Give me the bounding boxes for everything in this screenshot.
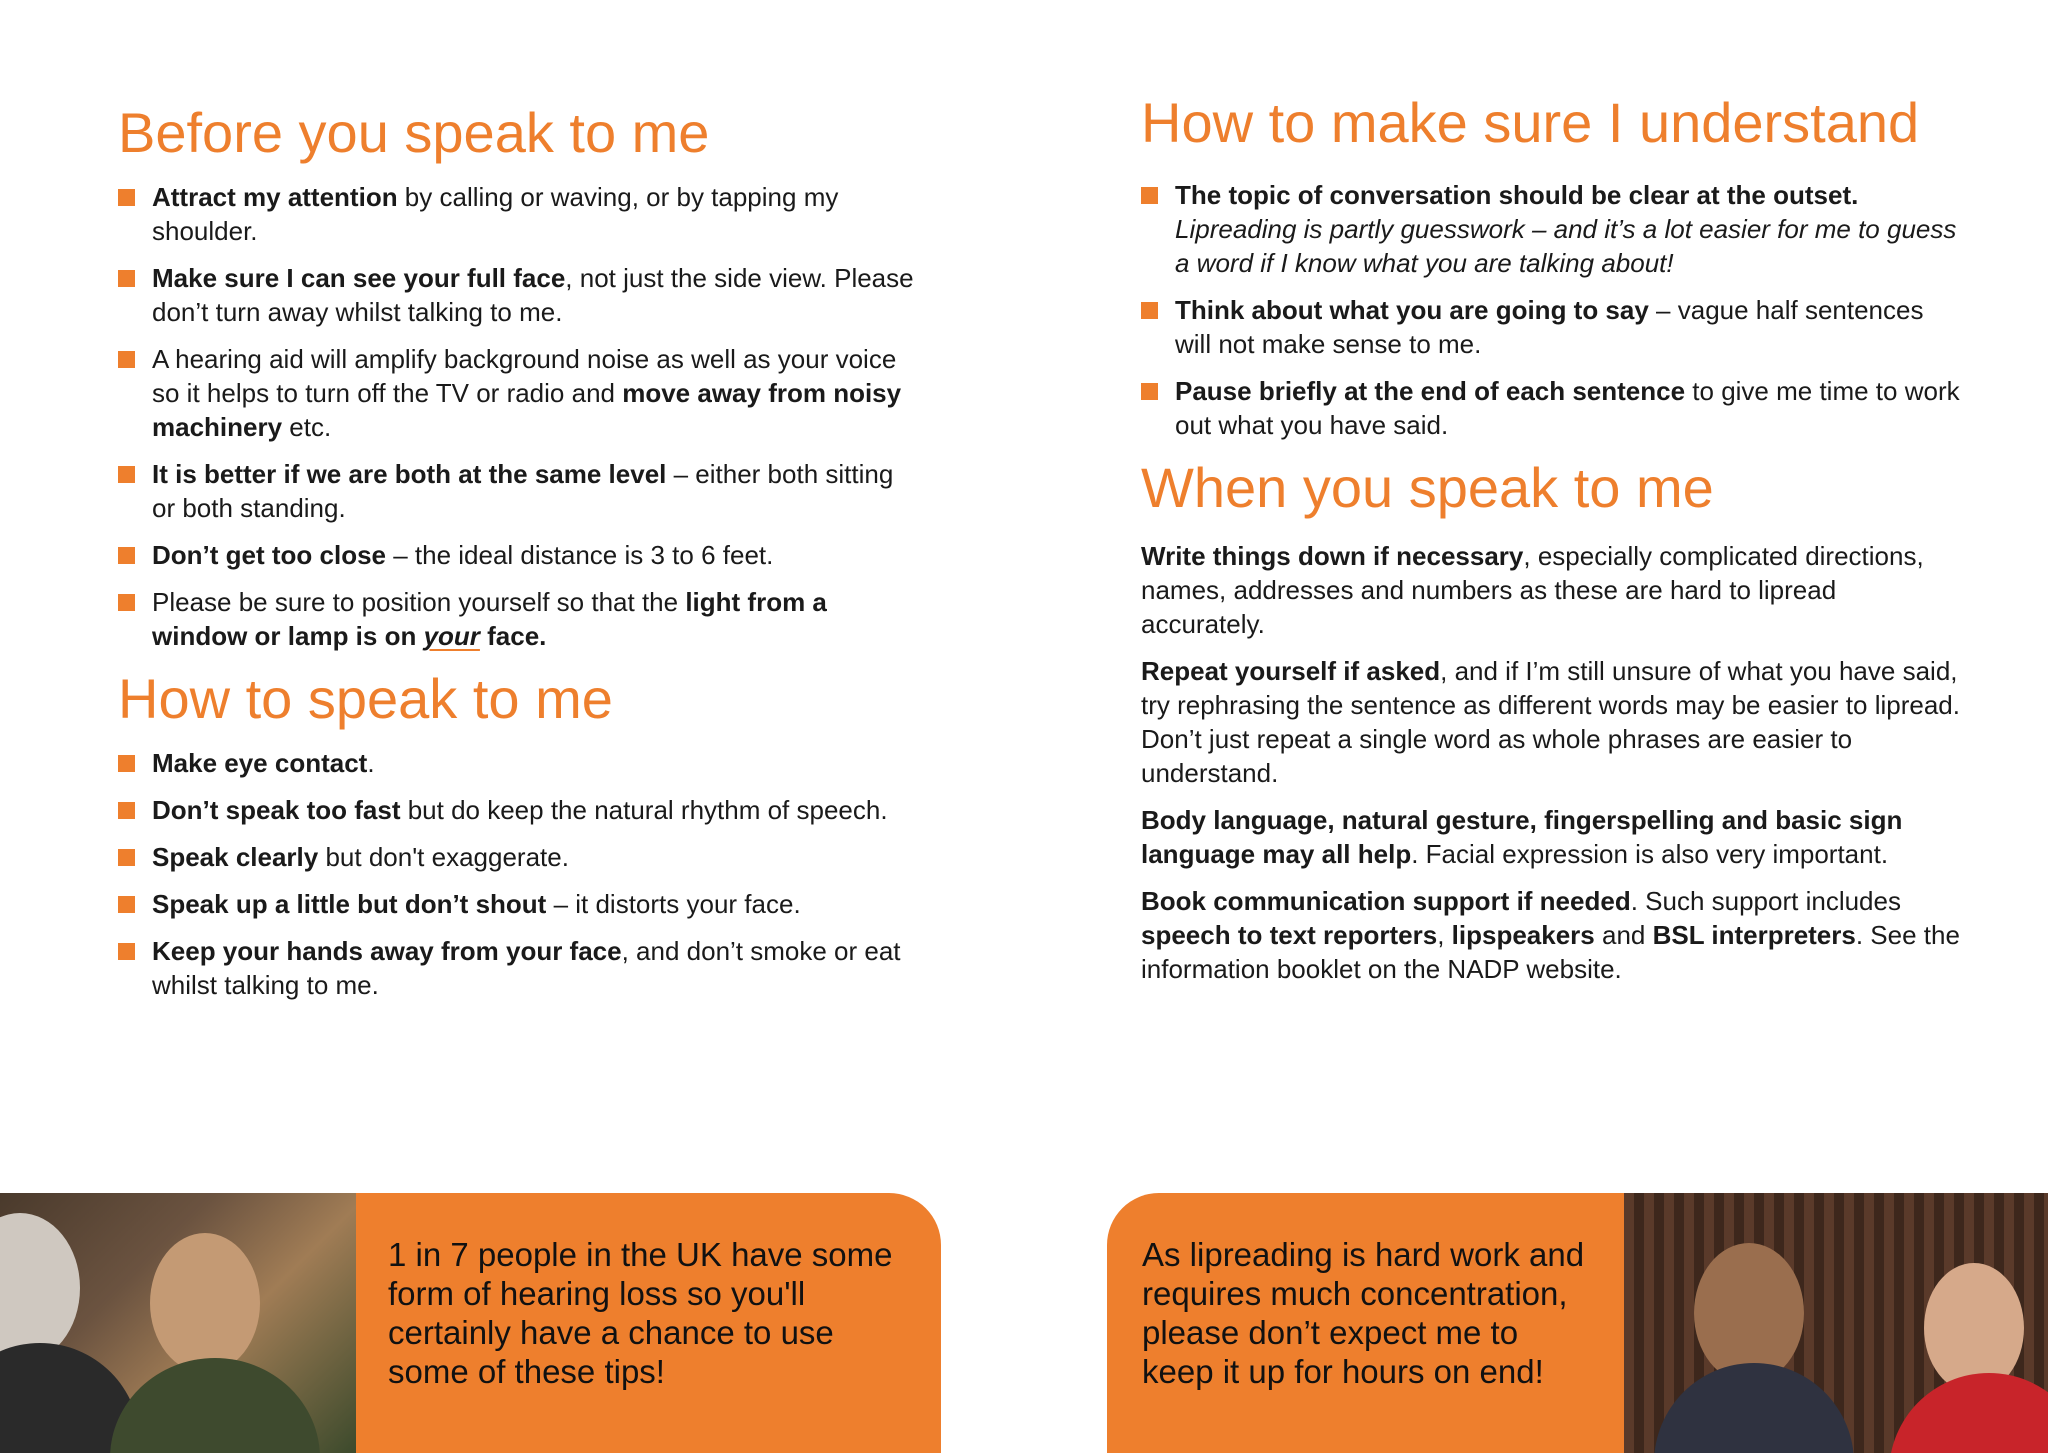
- callout-right: As lipreading is hard work and requires much concentration, please don’t expect me to keep it up for hours on end!: [1107, 1193, 1624, 1453]
- before-list: [118, 180, 918, 653]
- list-item: Keep your hands away from your face, and don’t smoke or eat whilst talking to me.: [118, 934, 918, 1002]
- bullet-square-icon: [118, 547, 135, 564]
- paragraph: Book communication support if needed. Such support includes speech to text reporters, lipspeakers and BSL interpreters. See the information booklet on the NADP website.: [1141, 886, 1960, 984]
- left-column: [118, 100, 918, 1015]
- understand-list: [1141, 178, 1961, 442]
- heading-how-to-speak: How to speak to me: [118, 667, 613, 730]
- list-item: Make eye contact.: [118, 746, 918, 780]
- heading-before-you-speak: Before you speak to me: [118, 101, 710, 164]
- list-item: Speak up a little but don’t shout – it distorts your face.: [118, 887, 918, 921]
- bullet-square-icon: [118, 896, 135, 913]
- person-head-man: [1694, 1243, 1804, 1383]
- list-item: Pause briefly at the end of each sentence to give me time to work out what you have said.: [1141, 374, 1961, 442]
- list-item: Attract my attention by calling or waving, or by tapping my shoulder.: [118, 180, 918, 248]
- bullet-square-icon: [118, 943, 135, 960]
- heading-when-you-speak: When you speak to me: [1141, 456, 1714, 519]
- how-list: [118, 746, 918, 1002]
- page-gutter: [941, 1193, 1107, 1453]
- person-head-tan: [150, 1233, 260, 1373]
- list-item: Think about what you are going to say – vague half sentences will not make sense to me.: [1141, 293, 1961, 361]
- right-column: [1141, 90, 1961, 999]
- list-item: It is better if we are both at the same level – either both sitting or both standing.: [118, 457, 918, 525]
- paragraph: Repeat yourself if asked, and if I’m still unsure of what you have said, try rephrasing the sentence as different words may be easier to lipread. Don’t just repeat a single word as whole phrases are easier to understand.: [1141, 656, 1960, 788]
- bullet-square-icon: [118, 849, 135, 866]
- list-item: Don’t speak too fast but do keep the natural rhythm of speech.: [118, 793, 918, 827]
- bullet-square-icon: [118, 270, 135, 287]
- paragraph: Write things down if necessary, especially complicated directions, names, addresses and numbers as these are hard to lipread accurately.: [1141, 541, 1924, 639]
- bullet-square-icon: [1141, 302, 1158, 319]
- list-item: Don’t get too close – the ideal distance is 3 to 6 feet.: [118, 538, 918, 572]
- list-item: Make sure I can see your full face, not just the side view. Please don’t turn away whilst talking to me.: [118, 261, 918, 329]
- paragraph: Body language, natural gesture, fingerspelling and basic sign language may all help. Facial expression is also very important.: [1141, 805, 1903, 869]
- list-item: A hearing aid will amplify background noise as well as your voice so it helps to turn off the TV or radio and move away from noisy machinery etc.: [118, 342, 918, 444]
- photo-couple-talking: [1624, 1193, 2048, 1453]
- bullet-square-icon: [118, 351, 135, 368]
- list-item: Please be sure to position yourself so that the light from a window or lamp is on your face.: [118, 585, 918, 653]
- person-body-woman: [1889, 1373, 2048, 1453]
- bullet-square-icon: [118, 755, 135, 772]
- person-head-grey: [0, 1213, 80, 1363]
- list-item: The topic of conversation should be clear at the outset. Lipreading is partly guesswork – and it’s a lot easier for me to guess a word if I know what you are talking about!: [1141, 178, 1961, 280]
- photo-two-men-talking: [0, 1193, 356, 1453]
- bullet-square-icon: [118, 466, 135, 483]
- bullet-square-icon: [1141, 383, 1158, 400]
- bullet-square-icon: [1141, 187, 1158, 204]
- bullet-square-icon: [118, 802, 135, 819]
- bullet-square-icon: [118, 189, 135, 206]
- heading-how-to-make-sure: How to make sure I understand: [1141, 91, 1920, 154]
- callout-left: 1 in 7 people in the UK have some form of hearing loss so you'll certainly have a chance to use some of these tips!: [356, 1193, 941, 1453]
- bullet-square-icon: [118, 594, 135, 611]
- person-body-man: [1654, 1363, 1854, 1453]
- list-item: Speak clearly but don't exaggerate.: [118, 840, 918, 874]
- when-paragraphs: [1141, 539, 1961, 986]
- person-body-green: [110, 1358, 320, 1453]
